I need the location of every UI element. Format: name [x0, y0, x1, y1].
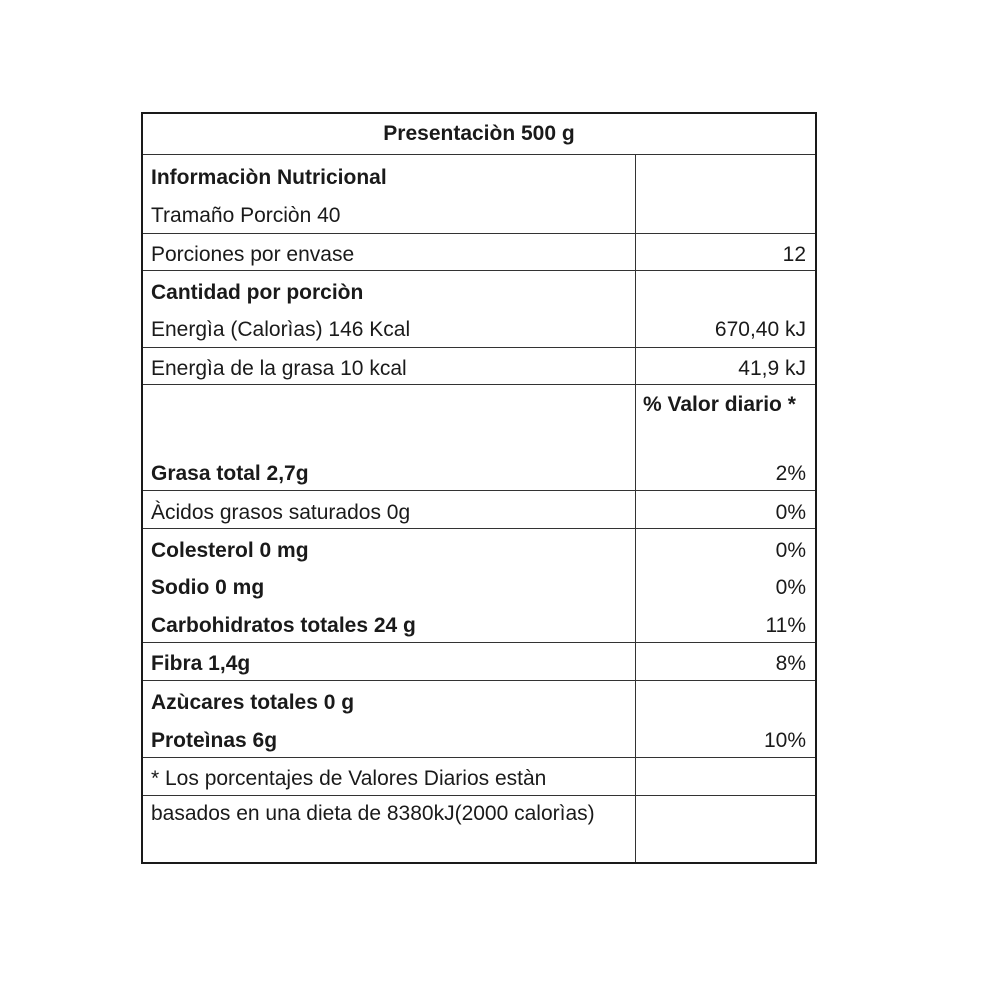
row-divider	[143, 757, 815, 758]
nutrient-label-fiber: Fibra 1,4g	[151, 652, 251, 675]
energy-label: Energìa (Calorìas) 146 Kcal	[151, 318, 411, 341]
nutrient-label-total-fat: Grasa total 2,7g	[151, 462, 309, 485]
row-divider	[143, 680, 815, 681]
row-divider	[143, 795, 815, 796]
row-divider	[143, 347, 815, 348]
nutrient-value-total-fat: 2%	[775, 462, 806, 485]
fat-energy-value: 41,9 kJ	[738, 357, 806, 380]
footnote-line-1: * Los porcentajes de Valores Diarios estàn	[151, 767, 547, 790]
amount-per-serving-heading: Cantidad por porciòn	[151, 281, 364, 304]
row-divider	[143, 384, 815, 385]
nutrition-info-heading: Informaciòn Nutricional	[151, 166, 387, 189]
row-divider	[143, 642, 815, 643]
fat-energy-label: Energìa de la grasa 10 kcal	[151, 357, 407, 380]
nutrient-value-carbohydrates: 11%	[765, 614, 806, 637]
column-divider	[635, 155, 636, 862]
servings-per-container-value: 12	[782, 243, 806, 266]
presentation-title: Presentaciòn 500 g	[143, 114, 815, 155]
nutrient-label-carbohydrates: Carbohidratos totales 24 g	[151, 614, 416, 637]
serving-size: Tramaño Porciòn 40	[151, 204, 341, 227]
nutrient-label-sugars: Azùcares totales 0 g	[151, 691, 355, 714]
nutrient-value-saturated-fat: 0%	[775, 501, 806, 524]
nutrient-label-cholesterol: Colesterol 0 mg	[151, 539, 309, 562]
nutrient-value-protein: 10%	[763, 729, 806, 752]
nutrient-label-sodium: Sodio 0 mg	[151, 576, 265, 599]
row-divider	[143, 270, 815, 271]
nutrient-value-fiber: 8%	[775, 652, 806, 675]
nutrition-facts-table	[141, 112, 817, 864]
row-divider	[143, 233, 815, 234]
energy-value: 670,40 kJ	[714, 318, 806, 341]
row-divider	[143, 490, 815, 491]
servings-per-container-label: Porciones por envase	[151, 243, 355, 266]
daily-value-header: % Valor diario *	[643, 393, 796, 416]
nutrient-label-protein: Proteìnas 6g	[151, 729, 278, 752]
nutrient-value-cholesterol: 0%	[775, 539, 806, 562]
nutrient-label-saturated-fat: Àcidos grasos saturados 0g	[151, 501, 411, 524]
row-divider	[143, 528, 815, 529]
nutrient-value-sodium: 0%	[775, 576, 806, 599]
footnote-line-2: basados en una dieta de 8380kJ(2000 calorìas)	[151, 802, 595, 825]
